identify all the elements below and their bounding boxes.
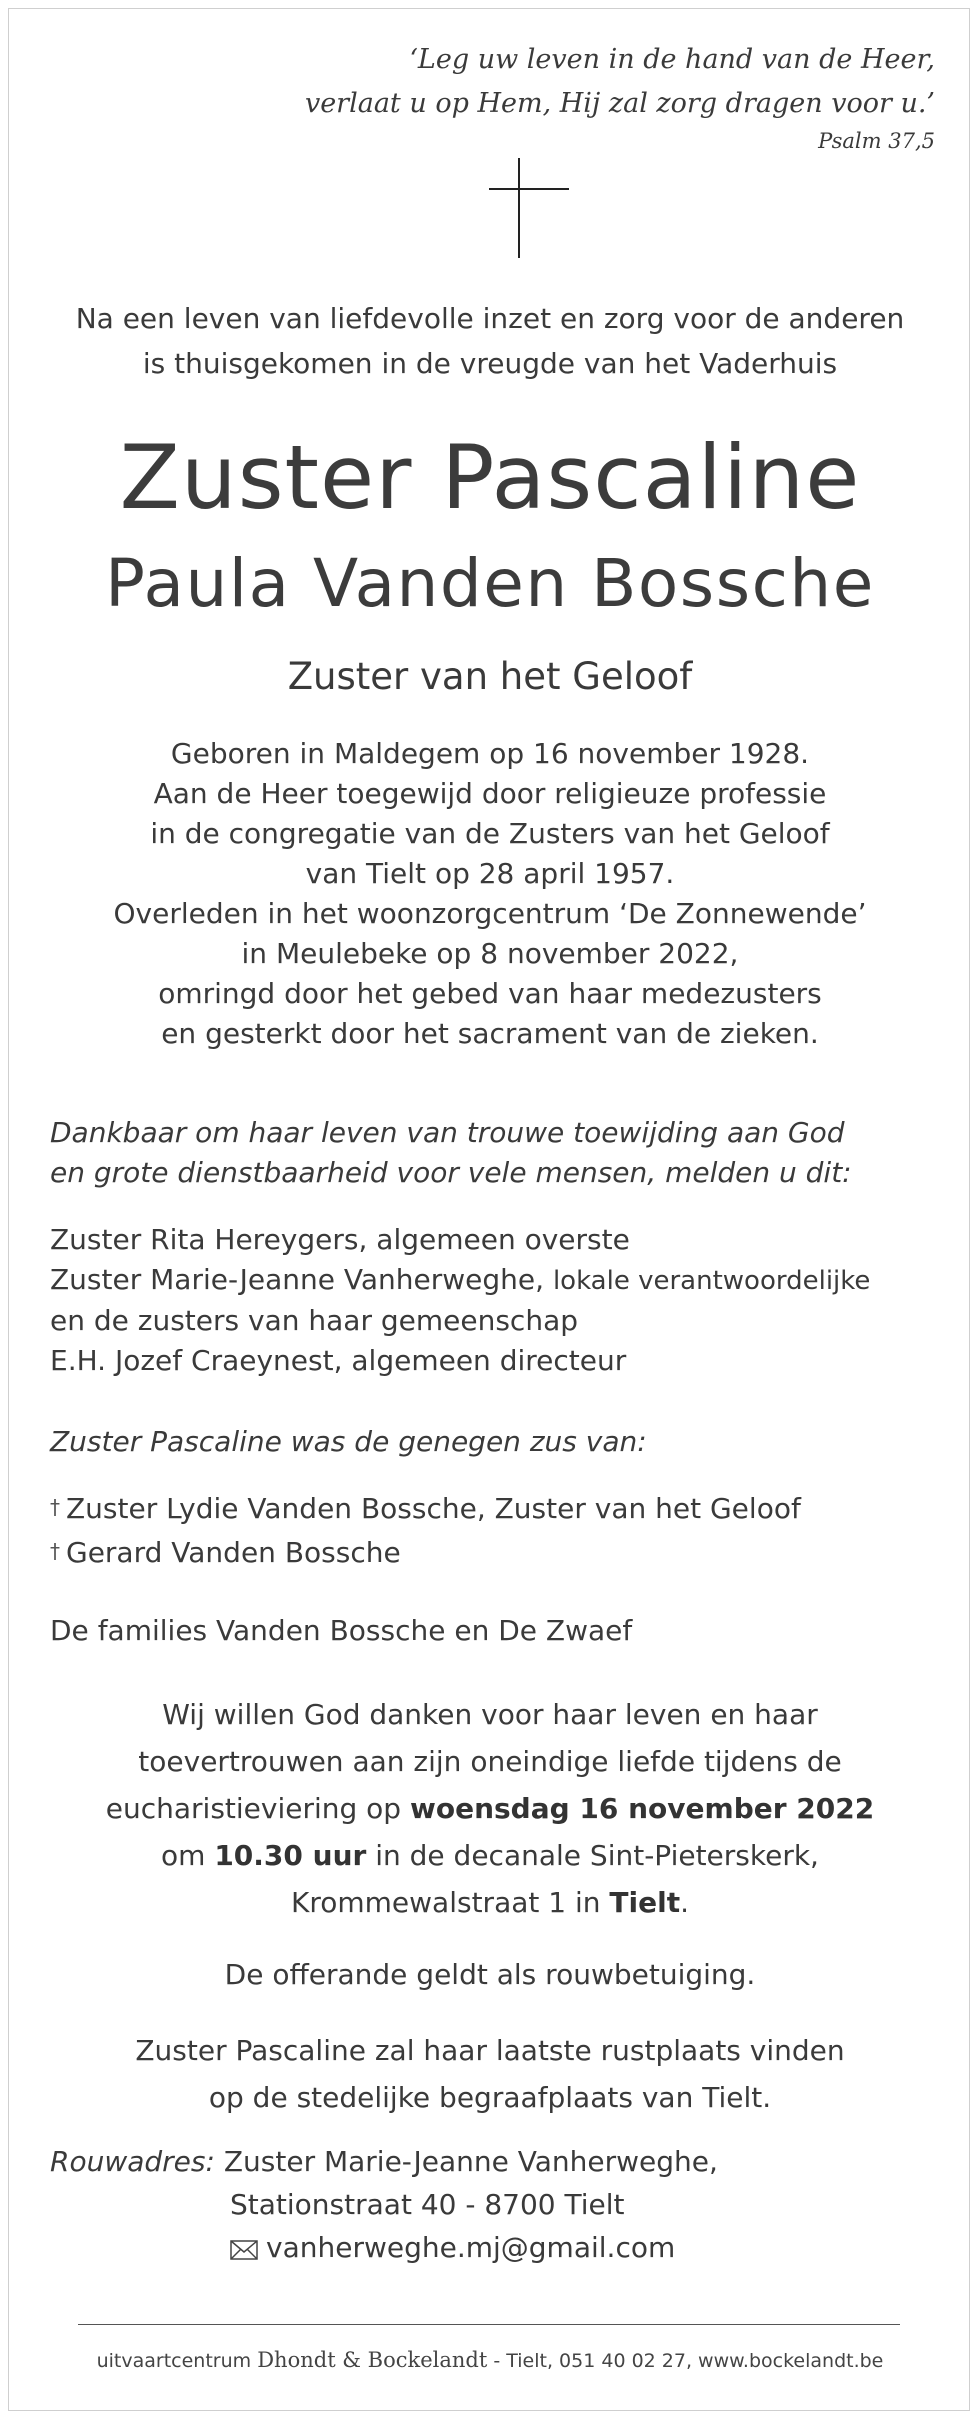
address-label: Rouwadres: bbox=[50, 2145, 215, 2178]
religious-order: Zuster van het Geloof bbox=[287, 655, 693, 698]
mass-time: 10.30 uur bbox=[214, 1839, 367, 1872]
resting-line-1: Zuster Pascaline zal haar laatste rustplaats vinden bbox=[135, 2034, 845, 2067]
intro-line-2: is thuisgekomen in de vreugde van het Vaderhuis bbox=[142, 347, 838, 380]
dagger-icon: † bbox=[50, 1539, 60, 1563]
biography bbox=[0, 734, 980, 1054]
families-text: De families Vanden Bossche en De Zwaef bbox=[50, 1614, 633, 1647]
mass-text: . bbox=[680, 1886, 689, 1919]
dagger-icon: † bbox=[50, 1495, 60, 1519]
psalm-reference: Psalm 37,5 bbox=[818, 129, 935, 153]
address-name: Zuster Marie-Jeanne Vanherweghe, bbox=[223, 2145, 718, 2178]
address-line-1 bbox=[50, 2140, 950, 2183]
offering-text: De offerande geldt als rouwbetuiging. bbox=[224, 1958, 756, 1991]
intro-line-1: Na een leven van liefdevolle inzet en zorg voor de anderen bbox=[75, 302, 905, 335]
biography-line: in de congregatie van de Zusters van het Geloof bbox=[150, 817, 830, 850]
address-email-row bbox=[50, 2226, 950, 2269]
mass-line bbox=[0, 1879, 980, 1926]
announcers-list bbox=[50, 1220, 950, 1381]
footer bbox=[0, 2345, 980, 2376]
address-street: Stationstraat 40 - 8700 Tielt bbox=[230, 2188, 625, 2221]
siblings-intro: Zuster Pascaline was de genegen zus van: bbox=[50, 1425, 647, 1458]
biography-line: Aan de Heer toegewijd door religieuze professie bbox=[153, 777, 827, 810]
mass-line: toevertrouwen aan zijn oneindige liefde tijdens de bbox=[138, 1745, 842, 1778]
announcer-line: Zuster Rita Hereygers, algemeen overste bbox=[50, 1223, 630, 1256]
biography-line: omringd door het gebed van haar medezusters bbox=[158, 977, 822, 1010]
announcer-name: Zuster Marie-Jeanne Vanherweghe, bbox=[50, 1263, 545, 1296]
announcer-role: lokale verantwoordelijke bbox=[552, 1266, 871, 1296]
announcer-line: en de zusters van haar gemeenschap bbox=[50, 1304, 578, 1337]
psalm-quote bbox=[235, 38, 935, 158]
mass-text: in de decanale Sint-Pieterskerk, bbox=[375, 1839, 819, 1872]
resting-place bbox=[0, 2027, 980, 2121]
footer-divider bbox=[78, 2324, 900, 2325]
announcer-line bbox=[50, 1260, 950, 1301]
psalm-line-2: verlaat u op Hem, Hij zal zorg dragen voor u.’ bbox=[304, 88, 935, 119]
thanks-line-2: en grote dienstbaarheid voor vele mensen, melden u dit: bbox=[50, 1156, 852, 1189]
sibling-item bbox=[50, 1530, 950, 1574]
biography-line: Overleden in het woonzorgcentrum ‘De Zonnewende’ bbox=[113, 897, 867, 930]
sibling-name: Zuster Lydie Vanden Bossche, Zuster van het Geloof bbox=[66, 1492, 801, 1525]
civil-name: Paula Vanden Bossche bbox=[105, 545, 875, 622]
mass-date: woensdag 16 november 2022 bbox=[409, 1792, 875, 1825]
psalm-line-1: ‘Leg uw leven in de hand van de Heer, bbox=[409, 44, 935, 75]
biography-line: Geboren in Maldegem op 16 november 1928. bbox=[170, 737, 810, 770]
mass-text: eucharistieviering op bbox=[105, 1792, 402, 1825]
religious-name: Zuster Pascaline bbox=[119, 426, 861, 529]
intro-text bbox=[0, 296, 980, 386]
footer-firm: Dhondt & Bockelandt bbox=[257, 2348, 488, 2372]
thanks-text bbox=[50, 1113, 950, 1193]
biography-line: en gesterkt door het sacrament van de zieken. bbox=[161, 1017, 819, 1050]
biography-line: in Meulebeke op 8 november 2022, bbox=[241, 937, 739, 970]
email-link[interactable]: vanherweghe.mj@gmail.com bbox=[266, 2231, 676, 2264]
mass-announcement bbox=[0, 1691, 980, 1926]
mass-town: Tielt bbox=[609, 1886, 681, 1919]
mass-text: om bbox=[161, 1839, 206, 1872]
thanks-line-1: Dankbaar om haar leven van trouwe toewijding aan God bbox=[50, 1116, 845, 1149]
mass-line bbox=[0, 1785, 980, 1832]
biography-line: van Tielt op 28 april 1957. bbox=[305, 857, 675, 890]
cross-icon bbox=[489, 158, 569, 258]
sibling-name: Gerard Vanden Bossche bbox=[66, 1536, 401, 1569]
mass-text: Krommewalstraat 1 in bbox=[290, 1886, 601, 1919]
sibling-item bbox=[50, 1486, 950, 1530]
resting-line-2: op de stedelijke begraafplaats van Tielt. bbox=[208, 2081, 772, 2114]
mass-line bbox=[0, 1832, 980, 1879]
mass-line: Wij willen God danken voor haar leven en haar bbox=[162, 1698, 818, 1731]
announcer-line: E.H. Jozef Craeynest, algemeen directeur bbox=[50, 1344, 627, 1377]
footer-details: - Tielt, 051 40 02 27, www.bockelandt.be bbox=[493, 2350, 884, 2372]
footer-prefix: uitvaartcentrum bbox=[96, 2350, 252, 2372]
mourning-address bbox=[50, 2140, 950, 2269]
envelope-icon bbox=[230, 2240, 258, 2260]
siblings-list bbox=[50, 1486, 950, 1574]
